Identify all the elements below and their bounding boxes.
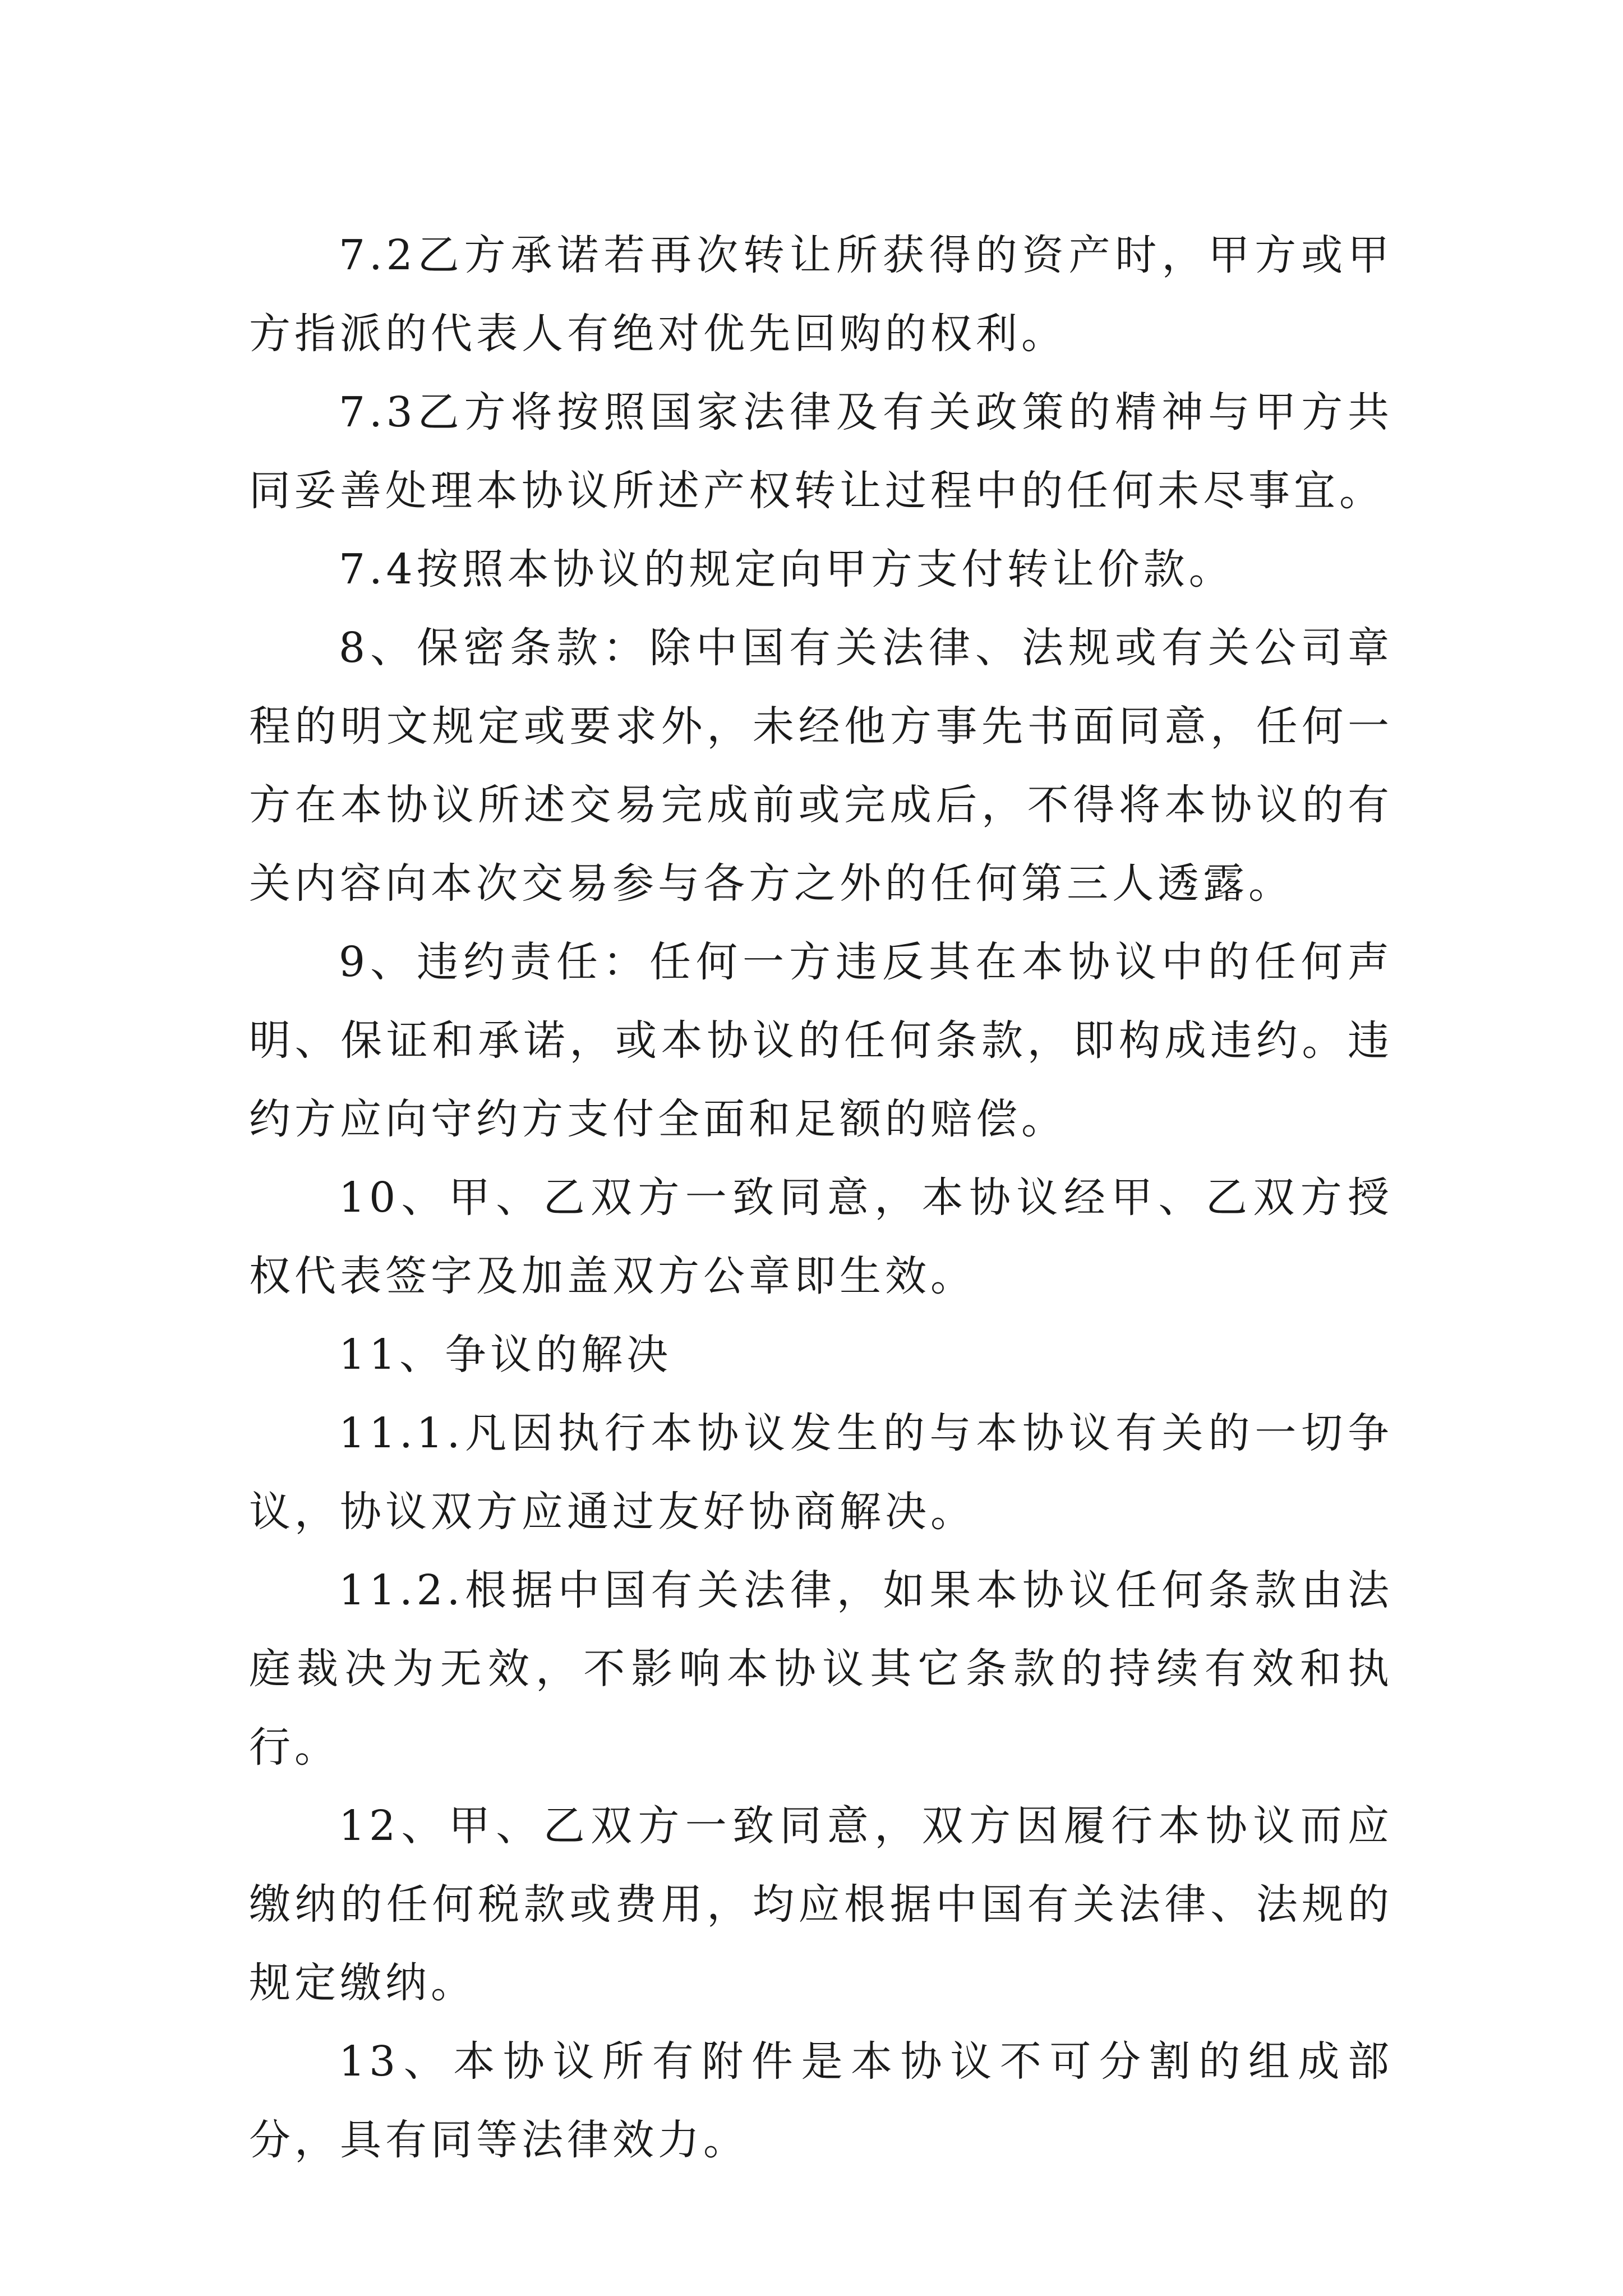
clause-12-taxes: 12、甲、乙双方一致同意，双方因履行本协议而应缴纳的任何税款或费用，均应根据中国有关法律、法规的规定缴纳。 [249, 1802, 1393, 2007]
clause-7-4: 7.4按照本协议的规定向甲方支付转让价款。 [339, 545, 1234, 593]
clause-7-2: 7.2乙方承诺若再次转让所获得的资产时，甲方或甲方指派的代表人有绝对优先回购的权利。 [249, 231, 1393, 358]
clause-9-breach: 9、违约责任：任何一方违反其在本协议中的任何声明、保证和承诺，或本协议的任何条款，即构成违约。违约方应向守约方支付全面和足额的赔偿。 [249, 938, 1393, 1143]
clause-10-effectiveness: 10、甲、乙双方一致同意，本协议经甲、乙双方授权代表签字及加盖双方公章即生效。 [249, 1174, 1393, 1300]
clause-11-2: 11.2.根据中国有关法律，如果本协议任何条款由法庭裁决为无效，不影响本协议其它条款的持续有效和执行。 [249, 1566, 1393, 1772]
clause-13-annexes: 13、本协议所有附件是本协议不可分割的组成部分，具有同等法律效力。 [249, 2037, 1393, 2164]
clause-11-1: 11.1.凡因执行本协议发生的与本协议有关的一切争议，协议双方应通过友好协商解决。 [249, 1409, 1393, 1536]
clause-7-3: 7.3乙方将按照国家法律及有关政策的精神与甲方共同妥善处理本协议所述产权转让过程中的任何未尽事宜。 [249, 388, 1393, 515]
clause-11-heading: 11、争议的解决 [339, 1331, 672, 1379]
clause-8-confidentiality: 8、保密条款：除中国有关法律、法规或有关公司章程的明文规定或要求外，未经他方事先书面同意，任何一方在本协议所述交易完成前或完成后，不得将本协议的有关内容向本次交易参与各方之外的任何第三人透露。 [249, 624, 1393, 908]
document-body [249, 216, 1393, 2179]
